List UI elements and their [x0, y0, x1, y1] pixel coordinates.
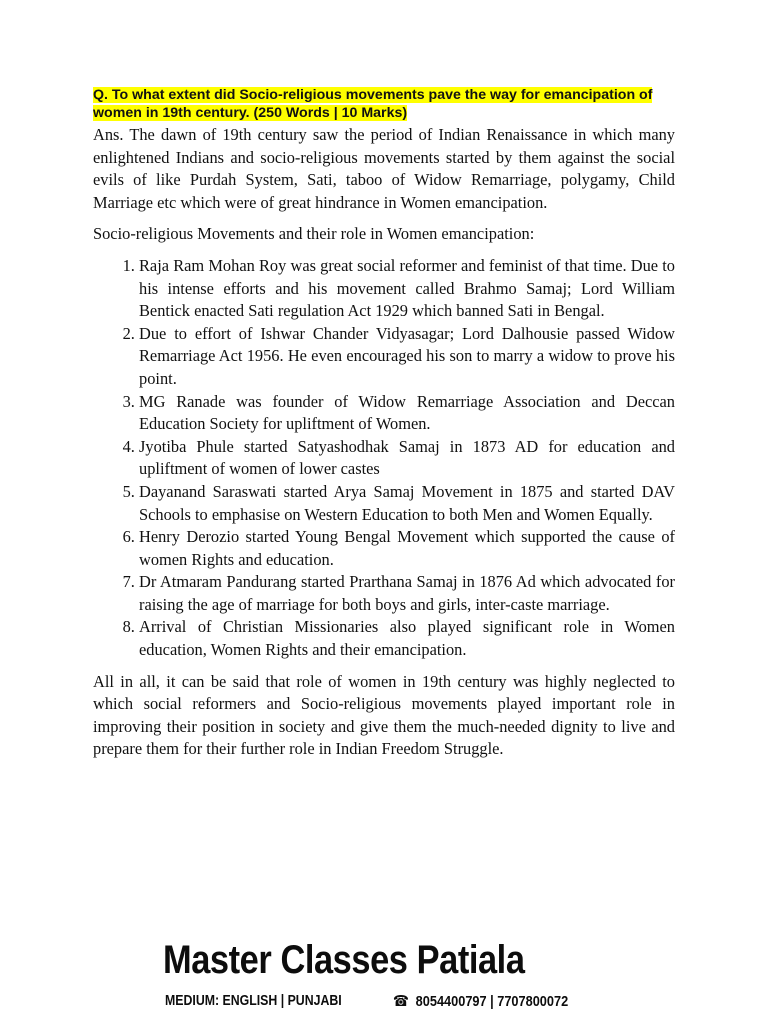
- question-heading: [93, 86, 675, 122]
- list-item: 2. Due to effort of Ishwar Chander Vidyasagar; Lord Dalhousie passed Widow Remarriage Act 1956. He even encouraged his son to marry a widow to prove his point.: [139, 323, 675, 391]
- movements-list: [93, 255, 675, 662]
- section-heading: Socio-religious Movements and their role in Women emancipation:: [93, 224, 535, 244]
- intro-paragraph: Ans. The dawn of 19th century saw the period of Indian Renaissance in which many enlightened Indians and socio-religious movements started by them against the social evils of like Purdah System, Sati, taboo of Widow Remarriage, polygamy, Child Marriage etc which were of great hindrance in Women emancipation.: [93, 125, 675, 212]
- list-item: 7. Dr Atmaram Pandurang started Prarthana Samaj in 1876 Ad which advocated for raising the age of marriage for both boys and girls, inter-caste marriage.: [139, 571, 675, 616]
- phone-numbers-text: 8054400797 | 7707800072: [415, 993, 569, 1010]
- document-page: [93, 86, 675, 770]
- telephone-icon: ☎: [393, 992, 409, 1010]
- question-text: Q. To what extent did Socio-religious movements pave the way for emancipation of women in 19th century. (250 Words | 10 Marks): [93, 87, 653, 121]
- list-item: 6. Henry Derozio started Young Bengal Movement which supported the cause of women Rights and education.: [139, 526, 675, 571]
- phone-numbers: [393, 992, 568, 1010]
- list-item: 3. MG Ranade was founder of Widow Remarriage Association and Deccan Education Society for upliftment of Women.: [139, 391, 675, 436]
- answer-body: [93, 124, 675, 761]
- footer-banner: [0, 930, 768, 1024]
- conclusion-paragraph: All in all, it can be said that role of women in 19th century was highly neglected to which social reformers and Socio-religious movements played important role in improving their position in society and give them the much-needed dignity to live and prepare them for their further role in Indian Freedom Struggle.: [93, 671, 675, 759]
- list-item: 5. Dayanand Saraswati started Arya Samaj Movement in 1875 and started DAV Schools to emphasise on Western Education to both Men and Women Equally.: [139, 481, 675, 526]
- brand-title: Master Classes Patiala: [163, 938, 525, 982]
- medium-label: MEDIUM: ENGLISH | PUNJABI: [165, 993, 342, 1009]
- list-item: 4. Jyotiba Phule started Satyashodhak Samaj in 1873 AD for education and upliftment of women of lower castes: [139, 436, 675, 481]
- list-item: 1. Raja Ram Mohan Roy was great social reformer and feminist of that time. Due to his intense efforts and his movement called Brahmo Samaj; Lord William Bentick enacted Sati regulation Act 1929 which banned Sati in Bengal.: [139, 255, 675, 323]
- list-item: 8. Arrival of Christian Missionaries also played significant role in Women education, Women Rights and their emancipation.: [139, 616, 675, 661]
